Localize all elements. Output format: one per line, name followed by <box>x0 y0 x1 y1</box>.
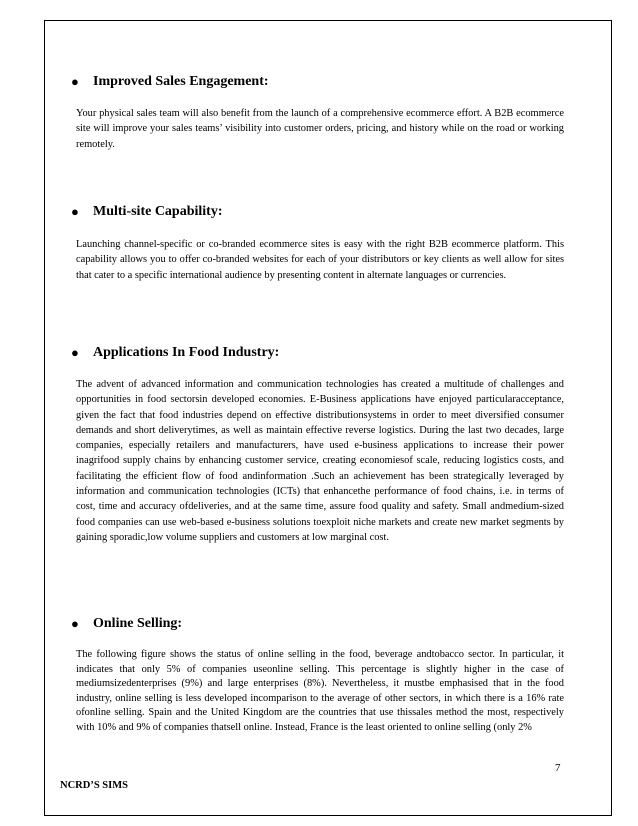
paragraph-food-industry: The advent of advanced information and communication technologies has created a multitude of challenges and opportunities in food sectorsin developed economies. E-Business applications have enjoyed particularacceptance, given the fact that food industries depend on effective distributionsystems in order to meet diversified consumer demands and short deliverytimes, as well as maintain effective reverse logistics. During the last two decades, large companies, especially retailers and manufacturers, have used e-business applications to increase their power inagrifood supply chains by enhancing customer service, creating economiesof scale, reducing logistics costs, and facilitating the efficient flow of food andinformation .Such an achievement has been strategically leveraged by information and communication technologies (ICTs) that enhancethe performance of food chains, i.e. in terms of cost, time and accuracy ofdeliveries, and at the same time, assure food quality and safety. Small andmedium-sized food companies can use web-based e-business solutions toexploit niche markets and create new market segments by gaining sporadic,low volume suppliers and customers at low marginal cost. <box>76 379 564 543</box>
bullet-icon: ● <box>71 204 79 219</box>
bullet-icon: ● <box>71 616 79 631</box>
section-heading-online-selling <box>71 616 183 632</box>
paragraph-online-selling: The following figure shows the status of online selling in the food, beverage andtobacco sector. In particular, it indicates that only 5% of companies useonline selling. This percentage is slightly higher in the case of mediumsizedenterprises (9%) and large enterprises (8%). Nevertheless, it mustbe emphasised that in the food industry, online selling is less developed incomparison to the average of other sectors, in which there is a 16% rate ofonline selling. Spain and the United Kingdom are the countries that use thissales method the most, respectively with 10% and 9% of companies thatsell online. Instead, France is the least oriented to online selling (only 2% <box>76 649 564 733</box>
paragraph-sales-engagement: Your physical sales team will also benefit from the launch of a comprehensive ecommerce effort. A B2B ecommerce site will improve your sales teams’ visibility into customer orders, pricing, and history while on the road or working remotely. <box>76 108 564 150</box>
page-number: 7 <box>555 762 561 774</box>
paragraph-multi-site: Launching channel-specific or co-branded ecommerce sites is easy with the right B2B ecommerce platform. This capability allows you to offer co-branded websites for each of your distributors or key clients as well allow for sites that cater to a specific international audience by presenting content in alternate languages or currencies. <box>76 239 564 281</box>
bullet-icon: ● <box>71 74 79 89</box>
heading-text: Online Selling: <box>93 616 183 631</box>
bullet-icon: ● <box>71 345 79 360</box>
footer-text: NCRD’S SIMS <box>60 780 128 791</box>
heading-text: Improved Sales Engagement: <box>93 74 269 89</box>
section-heading-sales-engagement <box>71 74 269 90</box>
heading-text: Applications In Food Industry: <box>93 345 280 360</box>
section-heading-food-industry <box>71 345 280 361</box>
heading-text: Multi-site Capability: <box>93 204 223 219</box>
section-heading-multi-site <box>71 204 223 220</box>
